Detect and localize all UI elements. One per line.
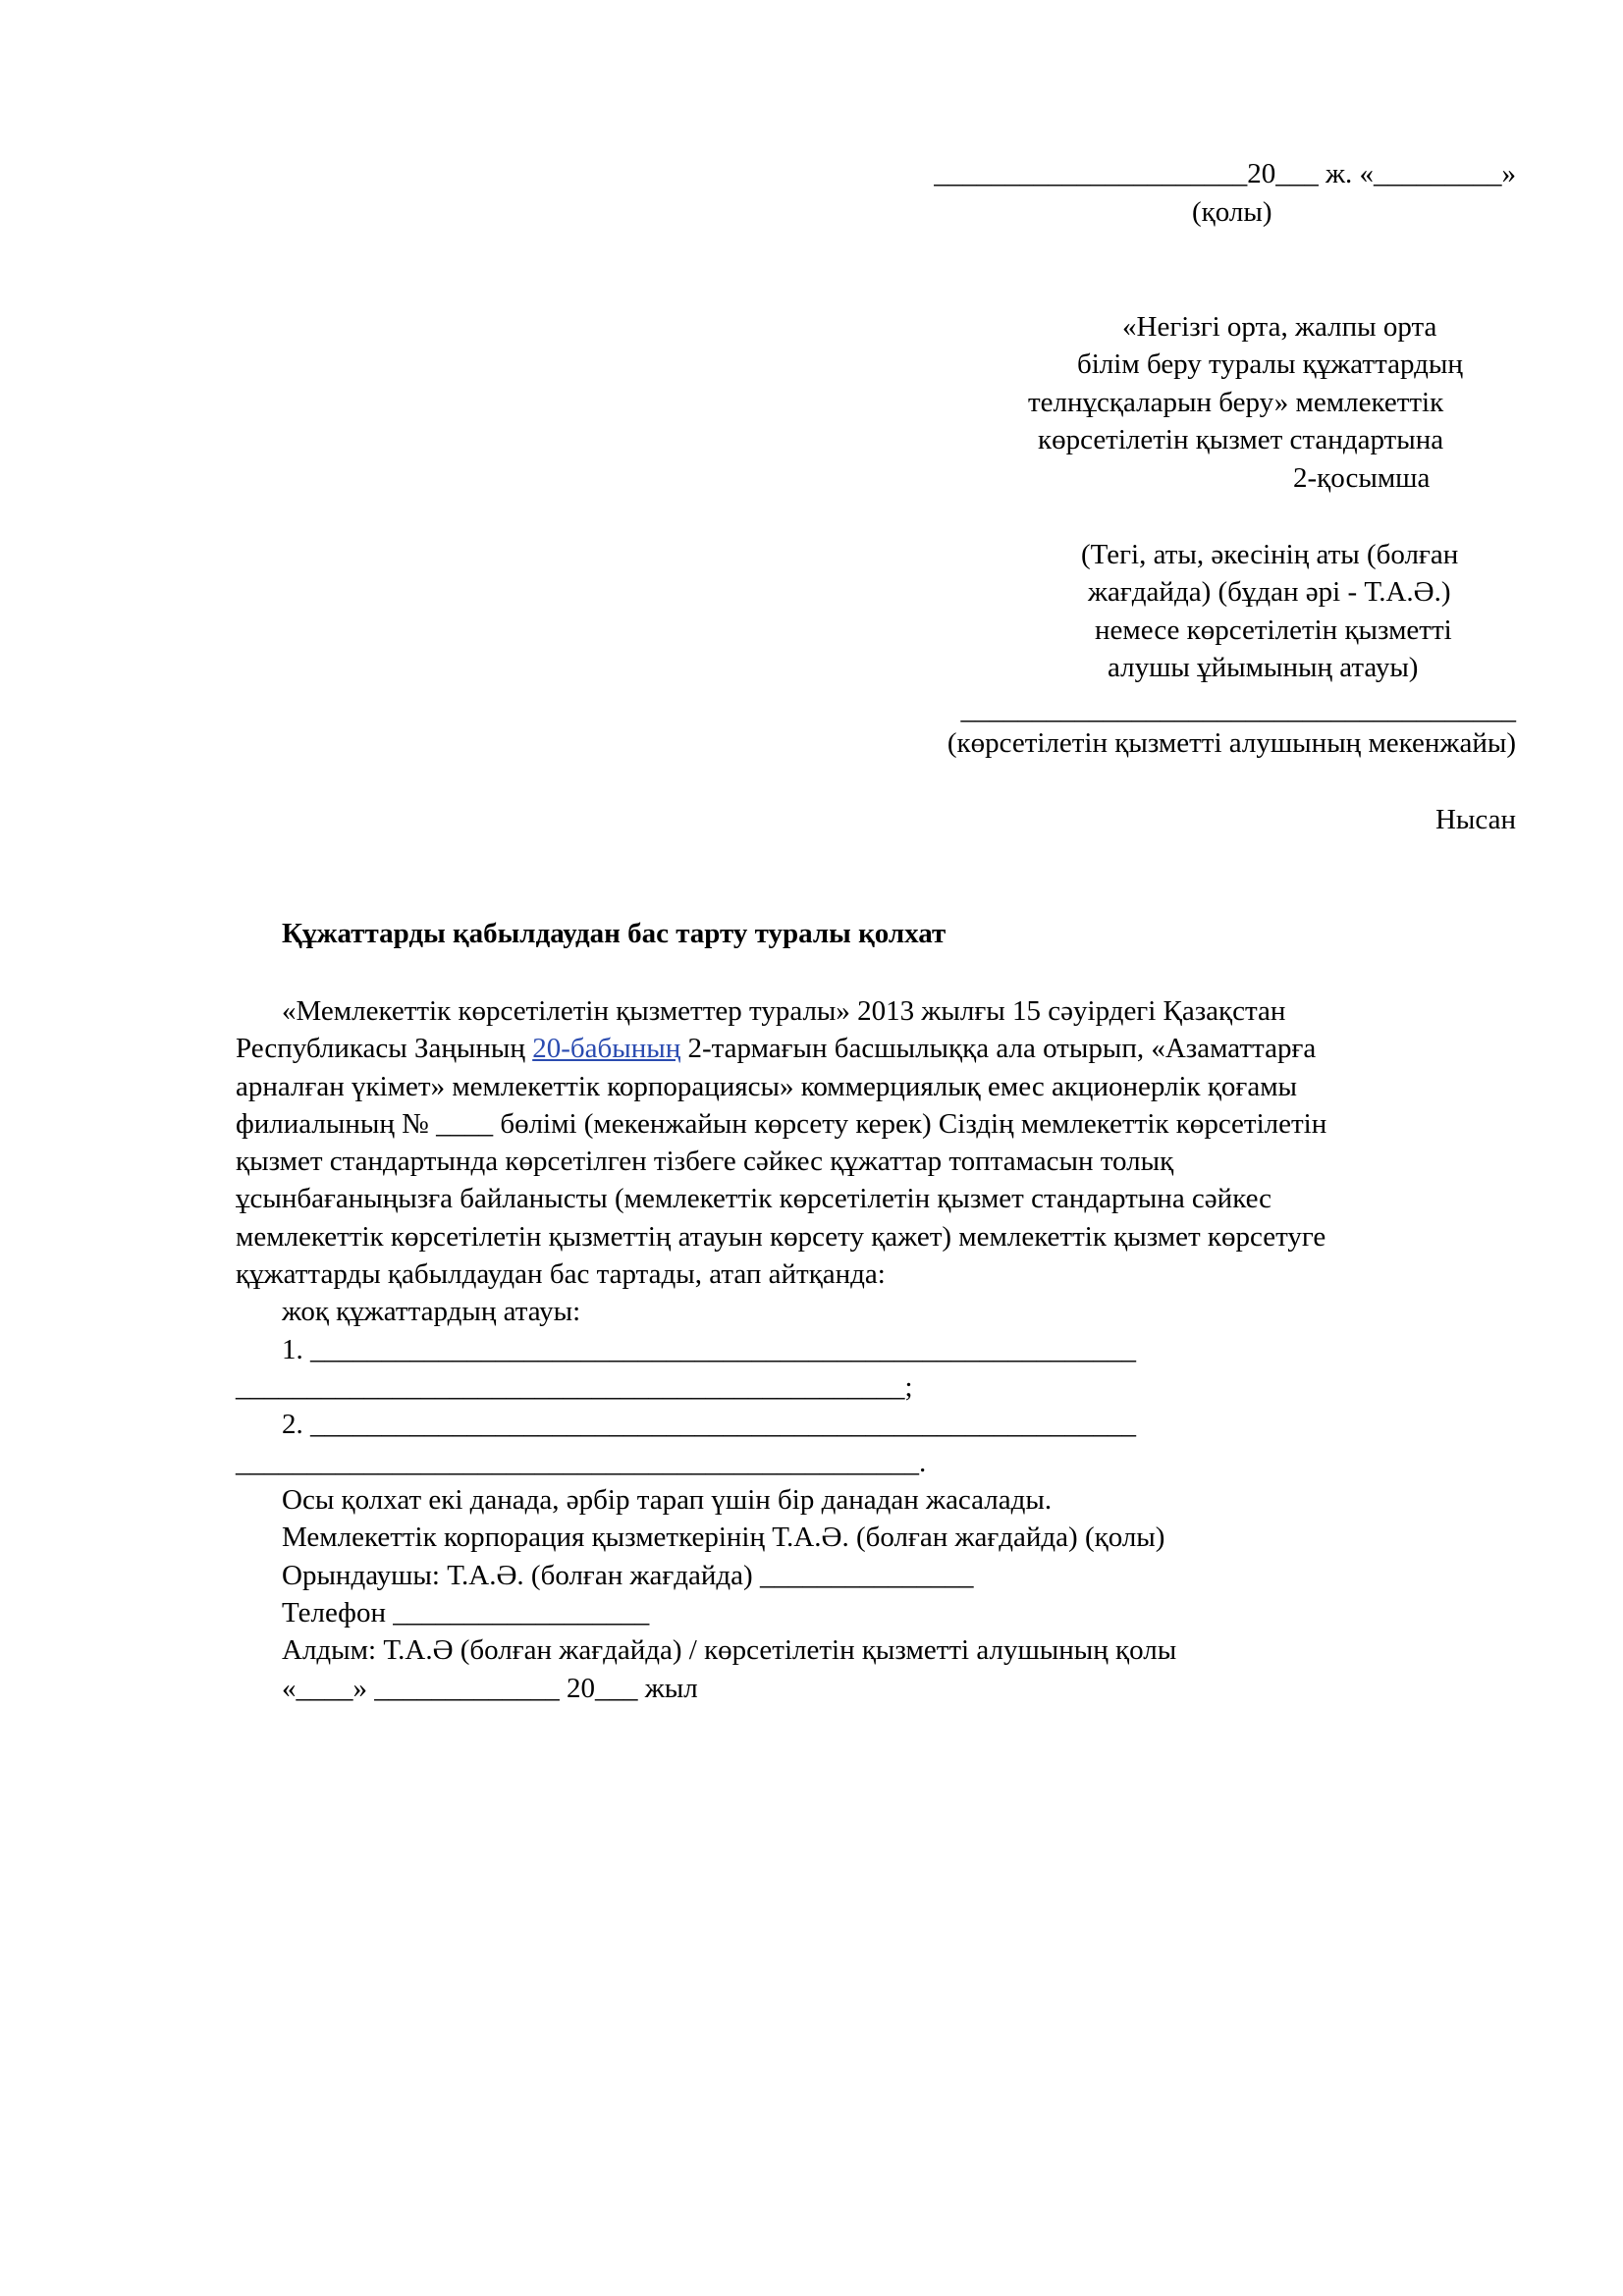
missing-docs-label: жоқ құжаттардың атауы: <box>282 1296 581 1327</box>
appendix-line: көрсетілетін қызмет стандартына <box>1038 424 1444 455</box>
recipient-line: жағдайда) (бұдан әрі - Т.А.Ә.) <box>1088 576 1451 608</box>
appendix-line: «Негізгі орта, жалпы орта <box>1122 311 1437 343</box>
document-title: Құжаттарды қабылдаудан бас тарту туралы қолхат <box>282 918 947 949</box>
appendix-number: 2-қосымша <box>1293 462 1431 494</box>
body-line: филиалының № ____ бөлімі (мекенжайын көрсету керек) Сіздің мемлекеттік көрсетілетін <box>236 1108 1327 1140</box>
body-line: ұсынбағаныңызға байланысты (мемлекеттік көрсетілетін қызмет стандартына сәйкес <box>236 1183 1272 1214</box>
copies-statement: Осы қолхат екі данада, әрбір тарап үшін бір данадан жасалады. <box>282 1484 1053 1516</box>
body-line-with-link <box>236 1032 1316 1065</box>
date-line: «____» _____________ 20___ жыл <box>282 1673 698 1704</box>
law-article-link[interactable]: 20-бабының <box>532 1033 681 1064</box>
address-rule: _______________________________________ <box>960 694 1516 725</box>
body-text: 2-тармағын басшылыққа ала отырып, «Азаматтарға <box>680 1033 1317 1064</box>
signature-date-line: ______________________20___ ж. «_________» <box>934 158 1516 189</box>
employee-signature-line: Мемлекеттік корпорация қызметкерінің Т.А.Ә. (болған жағдайда) (қолы) <box>282 1522 1165 1553</box>
appendix-line: телнұсқаларын беру» мемлекеттік <box>1028 387 1444 418</box>
missing-doc-item-1: 1. __________________________________________________________ <box>282 1334 1136 1365</box>
body-line: қызмет стандартында көрсетілген тізбеге сәйкес құжаттар топтамасын толық <box>236 1146 1174 1177</box>
missing-doc-item-2-continuation: ________________________________________________. <box>236 1447 927 1478</box>
address-caption: (көрсетілетін қызметті алушының мекенжайы) <box>947 727 1516 759</box>
executor-line: Орындаушы: Т.А.Ә. (болған жағдайда) _______________ <box>282 1560 974 1591</box>
recipient-line: немесе көрсетілетін қызметті <box>1095 614 1452 646</box>
body-line: «Мемлекеттік көрсетілетін қызметтер туралы» 2013 жылғы 15 сәуірдегі Қазақстан <box>282 995 1286 1027</box>
missing-doc-item-2: 2. __________________________________________________________ <box>282 1409 1136 1440</box>
body-text: Республикасы Заңының <box>236 1033 533 1064</box>
body-line: құжаттарды қабылдаудан бас тартады, атап айтқанда: <box>236 1258 886 1290</box>
appendix-line: білім беру туралы құжаттардың <box>1077 348 1463 380</box>
body-line: мемлекеттік көрсетілетін қызметтің атауын көрсету қажет) мемлекеттік қызмет көрсетуге <box>236 1221 1326 1253</box>
phone-line: Телефон __________________ <box>282 1597 650 1629</box>
recipient-line: алушы ұйымының атауы) <box>1108 652 1419 683</box>
form-label: Нысан <box>1434 804 1516 835</box>
body-line: арналған үкімет» мемлекеттік корпорациясы» коммерциялық емес акционерлік қоғамы <box>236 1071 1298 1102</box>
signature-caption: (қолы) <box>1192 196 1272 228</box>
recipient-line: (Тегі, аты, әкесінің аты (болған <box>1081 539 1459 570</box>
missing-doc-item-1-continuation: _______________________________________________; <box>236 1371 913 1403</box>
received-line: Алдым: Т.А.Ә (болған жағдайда) / көрсетілетін қызметті алушының қолы <box>282 1634 1177 1666</box>
